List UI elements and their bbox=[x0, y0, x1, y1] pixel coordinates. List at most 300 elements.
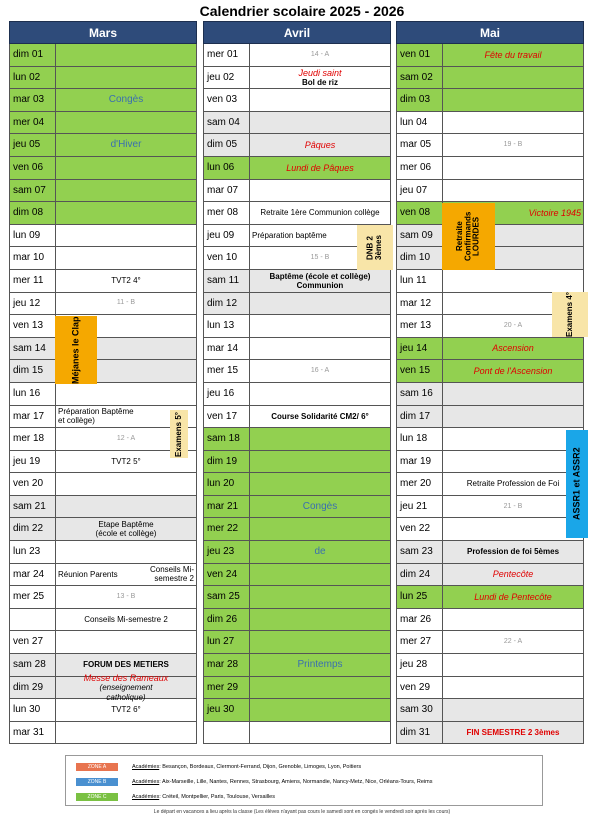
month-header: Avril bbox=[203, 21, 391, 44]
month-column-avril bbox=[203, 21, 391, 744]
legend-label: Académies bbox=[132, 763, 160, 770]
day-label: ven 29 bbox=[397, 677, 443, 699]
day-event bbox=[443, 112, 583, 134]
month-header: Mai bbox=[396, 21, 584, 44]
day-event bbox=[250, 338, 390, 360]
day-label: ven 13 bbox=[10, 315, 56, 337]
month-column-mars bbox=[9, 21, 197, 744]
day-label: mar 03 bbox=[10, 89, 56, 111]
legend-row bbox=[76, 792, 275, 801]
page-title: Calendrier scolaire 2025 - 2026 bbox=[199, 3, 405, 19]
day-label: sam 21 bbox=[10, 496, 56, 518]
day-row bbox=[203, 270, 391, 293]
day-label: mar 10 bbox=[10, 247, 56, 269]
day-label bbox=[10, 609, 56, 631]
event-text: Baptême (école et collège) bbox=[269, 271, 371, 281]
day-row bbox=[203, 473, 391, 496]
event-text: 12 - A bbox=[116, 434, 136, 442]
event-text: Victoire 1945 bbox=[528, 207, 581, 218]
day-row bbox=[203, 383, 391, 406]
day-row bbox=[9, 134, 197, 157]
day-row bbox=[203, 180, 391, 203]
day-row bbox=[203, 496, 391, 519]
day-label: mer 04 bbox=[10, 112, 56, 134]
legend-row bbox=[76, 762, 361, 771]
day-row bbox=[396, 496, 584, 519]
day-label: mar 14 bbox=[204, 338, 250, 360]
event-text: Préparation Baptême bbox=[58, 407, 134, 417]
event-text: Pont de l'Ascension bbox=[473, 365, 553, 376]
zone-a-swatch: ZONE A bbox=[76, 763, 118, 771]
day-row bbox=[396, 631, 584, 654]
day-row bbox=[9, 722, 197, 745]
day-event bbox=[443, 428, 583, 450]
day-label: jeu 09 bbox=[204, 225, 250, 247]
day-event bbox=[56, 473, 196, 495]
day-event bbox=[56, 270, 196, 292]
day-row bbox=[203, 44, 391, 67]
event-text: Lundi de Pentecôte bbox=[474, 591, 552, 602]
day-label: lun 18 bbox=[397, 428, 443, 450]
day-event bbox=[443, 89, 583, 111]
day-label: mar 31 bbox=[10, 722, 56, 744]
day-label: dim 22 bbox=[10, 518, 56, 540]
day-event bbox=[250, 654, 390, 676]
day-event bbox=[56, 293, 196, 315]
day-row bbox=[9, 315, 197, 338]
day-event bbox=[250, 609, 390, 631]
day-label: sam 16 bbox=[397, 383, 443, 405]
day-event bbox=[250, 473, 390, 495]
day-event bbox=[250, 112, 390, 134]
footnote: Le départ en vacances a lieu après la classe (Les élèves n'ayant pas cours le samedi sont en congés le vendredi soir après les cours) bbox=[153, 809, 451, 815]
badge-examens-5: Examens 5° bbox=[170, 410, 188, 458]
day-label: dim 08 bbox=[10, 202, 56, 224]
day-event bbox=[56, 202, 196, 224]
day-label: ven 06 bbox=[10, 157, 56, 179]
day-label: dim 05 bbox=[204, 134, 250, 156]
event-text: 13 - B bbox=[116, 593, 136, 601]
day-label: lun 09 bbox=[10, 225, 56, 247]
event-text: Printemps bbox=[297, 659, 343, 671]
day-label: ven 17 bbox=[204, 406, 250, 428]
day-row bbox=[203, 451, 391, 474]
day-event bbox=[250, 722, 390, 744]
day-label: ven 24 bbox=[204, 564, 250, 586]
event-text: Lundi de Pâques bbox=[286, 162, 354, 173]
day-event bbox=[443, 518, 583, 540]
day-label: dim 24 bbox=[397, 564, 443, 586]
event-text: Communion bbox=[296, 280, 344, 290]
event-text: FIN SEMESTRE 2 3èmes bbox=[466, 728, 560, 738]
day-event bbox=[56, 112, 196, 134]
day-row bbox=[396, 654, 584, 677]
day-row bbox=[9, 89, 197, 112]
day-label: jeu 30 bbox=[204, 699, 250, 721]
day-event bbox=[250, 134, 390, 156]
day-row bbox=[396, 473, 584, 496]
day-event bbox=[56, 518, 196, 540]
event-text: Messe des Rameaux bbox=[83, 673, 169, 684]
day-event bbox=[250, 293, 390, 315]
day-event bbox=[443, 699, 583, 721]
legend-label: Académies bbox=[132, 793, 160, 800]
day-row bbox=[203, 89, 391, 112]
day-row bbox=[396, 134, 584, 157]
legend-text: : Créteil, Montpellier, Paris, Toulouse, Versailles bbox=[159, 793, 275, 800]
day-row bbox=[203, 338, 391, 361]
day-label: sam 30 bbox=[397, 699, 443, 721]
badge-retraite-lourdes: Retraite Confirmands LOURDES bbox=[442, 203, 495, 270]
event-text: 21 - B bbox=[503, 502, 523, 510]
day-event bbox=[56, 541, 196, 563]
day-event bbox=[443, 270, 583, 292]
legend-row bbox=[76, 777, 432, 786]
day-event bbox=[56, 157, 196, 179]
day-event bbox=[250, 89, 390, 111]
day-row bbox=[203, 157, 391, 180]
day-label: ven 20 bbox=[10, 473, 56, 495]
event-text: Préparation baptême bbox=[252, 230, 327, 240]
day-row bbox=[203, 293, 391, 316]
day-event bbox=[443, 338, 583, 360]
event-text: Congès bbox=[108, 94, 144, 106]
day-row bbox=[203, 699, 391, 722]
day-label: sam 09 bbox=[397, 225, 443, 247]
day-label: jeu 14 bbox=[397, 338, 443, 360]
event-text: Pentecôte bbox=[492, 569, 534, 580]
day-row bbox=[9, 360, 197, 383]
day-event bbox=[56, 586, 196, 608]
day-label: dim 12 bbox=[204, 293, 250, 315]
day-row bbox=[9, 609, 197, 632]
day-label: dim 10 bbox=[397, 247, 443, 269]
day-row bbox=[396, 722, 584, 745]
day-row bbox=[396, 677, 584, 700]
day-label: mar 28 bbox=[204, 654, 250, 676]
day-label: mer 25 bbox=[10, 586, 56, 608]
day-event bbox=[250, 315, 390, 337]
day-row bbox=[9, 406, 197, 429]
day-row bbox=[203, 360, 391, 383]
day-event bbox=[56, 89, 196, 111]
day-event bbox=[250, 699, 390, 721]
day-event bbox=[56, 67, 196, 89]
day-label: sam 14 bbox=[10, 338, 56, 360]
day-event bbox=[250, 518, 390, 540]
day-event bbox=[56, 134, 196, 156]
event-text: Course Solidarité CM2/ 6° bbox=[271, 411, 369, 421]
day-label: dim 26 bbox=[204, 609, 250, 631]
event-text: Conseils Mi-semestre 2 bbox=[84, 615, 168, 625]
badge-dnb-3emes: DNB 2 3èmes bbox=[357, 225, 393, 270]
day-label: sam 04 bbox=[204, 112, 250, 134]
day-row bbox=[396, 541, 584, 564]
day-event bbox=[443, 383, 583, 405]
day-event bbox=[443, 564, 583, 586]
badge-examens-4: Examens 4° bbox=[552, 292, 588, 337]
day-event bbox=[443, 541, 583, 563]
day-row bbox=[9, 293, 197, 316]
day-event bbox=[250, 428, 390, 450]
event-text: Retraite 1ère Communion collège bbox=[260, 208, 380, 218]
event-text: TVT2 5° bbox=[111, 456, 141, 466]
day-event bbox=[56, 564, 196, 586]
day-label: jeu 05 bbox=[10, 134, 56, 156]
zone-c-swatch: ZONE C bbox=[76, 793, 118, 801]
month-header: Mars bbox=[9, 21, 197, 44]
day-label: sam 28 bbox=[10, 654, 56, 676]
day-row bbox=[9, 112, 197, 135]
day-row bbox=[203, 609, 391, 632]
day-label: sam 23 bbox=[397, 541, 443, 563]
day-event bbox=[250, 496, 390, 518]
day-event bbox=[250, 451, 390, 473]
day-label: dim 01 bbox=[10, 44, 56, 66]
day-event bbox=[443, 496, 583, 518]
day-row bbox=[396, 451, 584, 474]
day-row bbox=[9, 44, 197, 67]
legend-text: : Aix-Marseille, Lille, Nantes, Rennes, Strasbourg, Amiens, Normandie, Nancy-Metz, Nice, Orléans-Tours, Reims bbox=[159, 778, 433, 785]
day-label: mar 26 bbox=[397, 609, 443, 631]
badge-assr: ASSR1 et ASSR2 bbox=[566, 430, 588, 538]
day-label: sam 02 bbox=[397, 67, 443, 89]
day-event bbox=[250, 180, 390, 202]
day-row bbox=[9, 202, 197, 225]
day-label: mar 05 bbox=[397, 134, 443, 156]
day-label: lun 30 bbox=[10, 699, 56, 721]
day-row bbox=[9, 586, 197, 609]
day-event bbox=[56, 722, 196, 744]
event-text: Etape Baptême bbox=[98, 520, 154, 530]
event-text: Pâques bbox=[304, 140, 336, 150]
day-row bbox=[203, 677, 391, 700]
event-text: Congès bbox=[302, 500, 338, 512]
day-label: dim 31 bbox=[397, 722, 443, 744]
day-event bbox=[56, 180, 196, 202]
day-event bbox=[250, 541, 390, 563]
day-event bbox=[250, 157, 390, 179]
day-event bbox=[443, 473, 583, 495]
day-event bbox=[250, 44, 390, 66]
event-text: de bbox=[314, 546, 326, 558]
day-row bbox=[9, 338, 197, 361]
event-text: Bol de riz bbox=[301, 77, 338, 87]
day-label: mer 06 bbox=[397, 157, 443, 179]
day-row bbox=[9, 451, 197, 474]
day-row bbox=[203, 428, 391, 451]
day-row bbox=[203, 654, 391, 677]
day-row bbox=[396, 67, 584, 90]
day-event bbox=[443, 406, 583, 428]
day-label: mer 08 bbox=[204, 202, 250, 224]
day-event bbox=[443, 157, 583, 179]
day-row bbox=[9, 180, 197, 203]
day-row bbox=[203, 315, 391, 338]
day-row bbox=[396, 428, 584, 451]
event-text: Fête du travail bbox=[484, 49, 542, 60]
day-row bbox=[9, 518, 197, 541]
day-event bbox=[250, 360, 390, 382]
day-row bbox=[9, 564, 197, 587]
day-label: jeu 28 bbox=[397, 654, 443, 676]
day-row bbox=[9, 383, 197, 406]
day-row bbox=[9, 631, 197, 654]
day-label: jeu 07 bbox=[397, 180, 443, 202]
event-text: FORUM DES METIERS bbox=[83, 660, 169, 670]
day-label bbox=[204, 722, 250, 744]
day-label: lun 02 bbox=[10, 67, 56, 89]
day-row bbox=[396, 564, 584, 587]
day-row bbox=[396, 699, 584, 722]
day-label: mer 22 bbox=[204, 518, 250, 540]
day-event bbox=[443, 44, 583, 66]
day-label: mar 12 bbox=[397, 293, 443, 315]
event-text: 14 - A bbox=[310, 50, 330, 58]
day-label: ven 01 bbox=[397, 44, 443, 66]
day-label: dim 19 bbox=[204, 451, 250, 473]
day-row bbox=[203, 722, 391, 745]
day-label: lun 20 bbox=[204, 473, 250, 495]
day-row bbox=[203, 67, 391, 90]
day-label: ven 10 bbox=[204, 247, 250, 269]
day-event bbox=[443, 631, 583, 653]
day-row bbox=[203, 112, 391, 135]
day-event bbox=[443, 609, 583, 631]
event-text: Jeudi saint bbox=[298, 67, 342, 78]
day-row bbox=[396, 406, 584, 429]
day-row bbox=[203, 518, 391, 541]
event-text: catholique) bbox=[106, 692, 146, 702]
day-label: jeu 12 bbox=[10, 293, 56, 315]
day-event bbox=[443, 360, 583, 382]
day-label: mar 24 bbox=[10, 564, 56, 586]
event-text: Profession de foi 5èmes bbox=[466, 547, 560, 557]
day-row bbox=[203, 202, 391, 225]
day-label: lun 25 bbox=[397, 586, 443, 608]
day-row bbox=[203, 134, 391, 157]
day-row bbox=[396, 112, 584, 135]
day-row bbox=[9, 541, 197, 564]
day-event bbox=[443, 654, 583, 676]
day-row bbox=[396, 518, 584, 541]
day-row bbox=[9, 67, 197, 90]
day-label: ven 15 bbox=[397, 360, 443, 382]
event-text: (école et collège) bbox=[95, 529, 157, 539]
day-label: mer 20 bbox=[397, 473, 443, 495]
day-row bbox=[203, 541, 391, 564]
day-event bbox=[443, 722, 583, 744]
day-row bbox=[9, 473, 197, 496]
day-row bbox=[9, 225, 197, 248]
day-row bbox=[396, 383, 584, 406]
legend-text: : Besançon, Bordeaux, Clermont-Ferrand, Dijon, Grenoble, Limoges, Lyon, Poitiers bbox=[159, 763, 362, 770]
day-row bbox=[9, 270, 197, 293]
day-row bbox=[396, 180, 584, 203]
event-text: et collège) bbox=[58, 416, 95, 426]
day-label: ven 08 bbox=[397, 202, 443, 224]
day-event bbox=[250, 406, 390, 428]
day-label: jeu 19 bbox=[10, 451, 56, 473]
day-label: mer 11 bbox=[10, 270, 56, 292]
day-label: mer 15 bbox=[204, 360, 250, 382]
day-event bbox=[250, 564, 390, 586]
day-row bbox=[396, 44, 584, 67]
day-label: dim 17 bbox=[397, 406, 443, 428]
day-event bbox=[56, 496, 196, 518]
day-label: dim 03 bbox=[397, 89, 443, 111]
day-label: sam 18 bbox=[204, 428, 250, 450]
event-text: 20 - A bbox=[503, 321, 523, 329]
day-event bbox=[56, 383, 196, 405]
day-row bbox=[9, 247, 197, 270]
day-event bbox=[250, 677, 390, 699]
event-text: Ascension bbox=[492, 343, 534, 354]
day-label: ven 27 bbox=[10, 631, 56, 653]
day-label: jeu 21 bbox=[397, 496, 443, 518]
day-event bbox=[250, 383, 390, 405]
day-label: dim 29 bbox=[10, 677, 56, 699]
day-event bbox=[443, 180, 583, 202]
day-event bbox=[56, 247, 196, 269]
day-event bbox=[56, 673, 196, 702]
day-label: mer 27 bbox=[397, 631, 443, 653]
day-row bbox=[9, 428, 197, 451]
day-label: dim 15 bbox=[10, 360, 56, 382]
event-text: 15 - B bbox=[310, 254, 330, 262]
event-text: (enseignement bbox=[99, 683, 153, 693]
day-event bbox=[250, 631, 390, 653]
day-row bbox=[203, 631, 391, 654]
day-event bbox=[443, 677, 583, 699]
day-event bbox=[56, 44, 196, 66]
day-row bbox=[9, 157, 197, 180]
day-label: mer 01 bbox=[204, 44, 250, 66]
event-text: 16 - A bbox=[310, 367, 330, 375]
day-row bbox=[203, 406, 391, 429]
day-event bbox=[56, 631, 196, 653]
day-label: mar 19 bbox=[397, 451, 443, 473]
day-event bbox=[443, 586, 583, 608]
day-event bbox=[443, 134, 583, 156]
day-label: lun 27 bbox=[204, 631, 250, 653]
event-text: 19 - B bbox=[503, 141, 523, 149]
event-text: TVT2 4° bbox=[111, 276, 141, 286]
day-row bbox=[396, 157, 584, 180]
day-row bbox=[203, 586, 391, 609]
day-event bbox=[250, 67, 390, 89]
day-label: mer 29 bbox=[204, 677, 250, 699]
event-text: 22 - A bbox=[503, 638, 523, 646]
day-label: sam 25 bbox=[204, 586, 250, 608]
day-row bbox=[9, 699, 197, 722]
event-text: TVT2 6° bbox=[111, 705, 141, 715]
day-label: mar 07 bbox=[204, 180, 250, 202]
day-label: jeu 16 bbox=[204, 383, 250, 405]
day-label: mar 21 bbox=[204, 496, 250, 518]
day-label: sam 07 bbox=[10, 180, 56, 202]
day-row bbox=[396, 586, 584, 609]
day-row bbox=[9, 673, 197, 702]
legend-label: Académies bbox=[132, 778, 160, 785]
event-text: d'Hiver bbox=[110, 139, 142, 151]
day-label: lun 06 bbox=[204, 157, 250, 179]
day-row bbox=[396, 89, 584, 112]
day-label: sam 11 bbox=[204, 270, 250, 292]
day-label: jeu 23 bbox=[204, 541, 250, 563]
day-event bbox=[56, 699, 196, 721]
badge-mejanes-le-clap: Méjanes le Clap bbox=[55, 316, 97, 384]
